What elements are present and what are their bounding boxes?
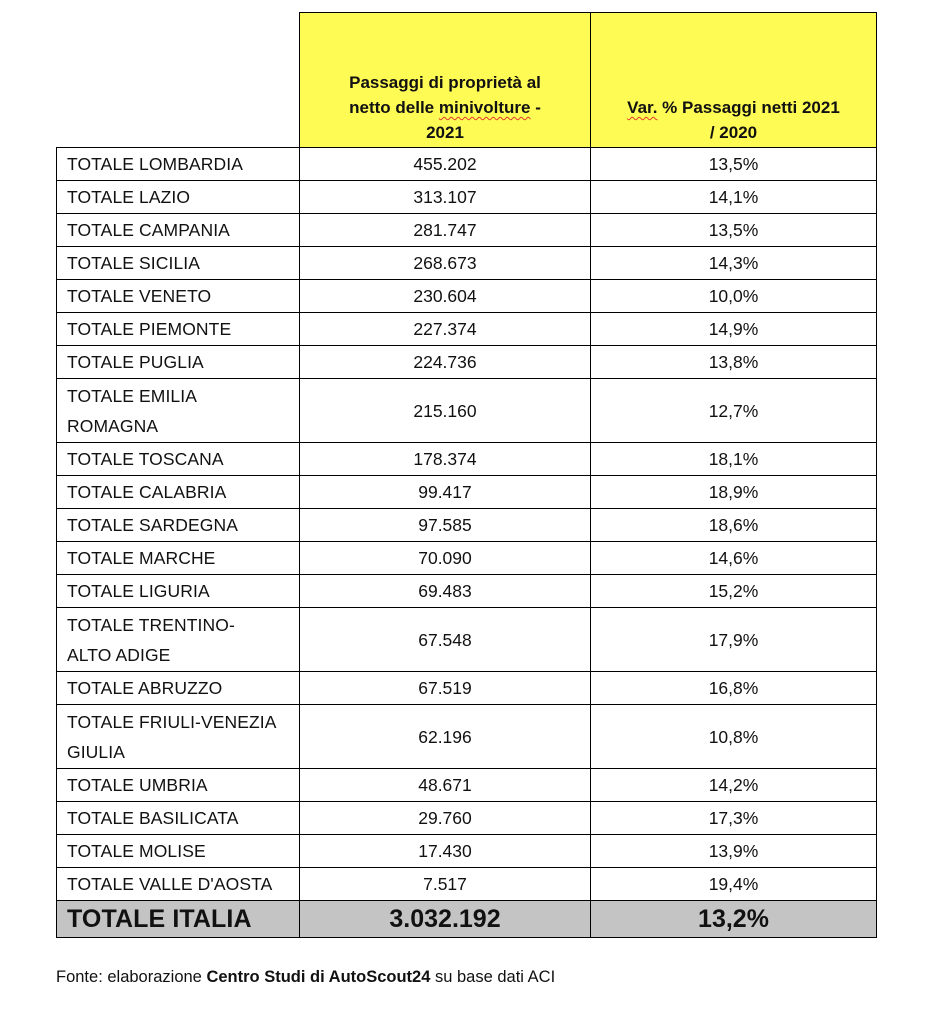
table-row: [57, 705, 877, 769]
table-row: [57, 346, 877, 379]
variation-value-cell: 18,1%: [591, 443, 877, 476]
region-name: TOTALE SICILIA: [67, 252, 201, 273]
table-row: [57, 247, 877, 280]
total-row: [57, 901, 877, 938]
region-name-cell: [57, 443, 300, 476]
table-row: [57, 443, 877, 476]
total-name-cell: TOTALE ITALIA: [57, 901, 300, 938]
transfers-value-cell: 17.430: [300, 835, 591, 868]
region-name-cell: [57, 280, 300, 313]
variation-value-cell: 13,9%: [591, 835, 877, 868]
transfers-value-cell: 99.417: [300, 476, 591, 509]
region-name: TOTALE PUGLIA: [67, 351, 204, 372]
transfers-value-cell: 70.090: [300, 542, 591, 575]
region-name: TOTALE CAMPANIA: [67, 219, 230, 240]
region-name: TOTALE ABRUZZO: [67, 677, 223, 698]
header-blank-cell: [57, 13, 300, 148]
table-row: [57, 835, 877, 868]
header-col3-line1: % Passaggi netti 2021: [657, 98, 840, 117]
region-name-cell: [57, 509, 300, 542]
region-name-cell: [57, 181, 300, 214]
region-name: TOTALE LIGURIA: [67, 580, 210, 601]
table-row: [57, 802, 877, 835]
table-row: [57, 608, 877, 672]
transfers-value-cell: 313.107: [300, 181, 591, 214]
variation-value-cell: 14,2%: [591, 769, 877, 802]
transfers-value-cell: 178.374: [300, 443, 591, 476]
header-col3-misspelled-word: Var.: [627, 98, 658, 117]
table-row: [57, 214, 877, 247]
region-name-cell: [57, 214, 300, 247]
region-name-cell: [57, 575, 300, 608]
transfers-value-cell: 67.519: [300, 672, 591, 705]
region-name: TOTALE TOSCANA: [67, 448, 224, 469]
region-name: TOTALE CALABRIA: [67, 481, 227, 502]
transfers-value-cell: 69.483: [300, 575, 591, 608]
region-name-cell: [57, 705, 300, 769]
transfers-value-cell: 7.517: [300, 868, 591, 901]
region-name-cell: [57, 802, 300, 835]
region-name-cell: [57, 476, 300, 509]
variation-value-cell: 10,8%: [591, 705, 877, 769]
table-row: [57, 280, 877, 313]
region-name: GIULIA: [67, 742, 125, 762]
table-row: [57, 672, 877, 705]
variation-value-cell: 14,1%: [591, 181, 877, 214]
variation-value-cell: 16,8%: [591, 672, 877, 705]
header-row: [57, 13, 877, 148]
variation-value-cell: 13,5%: [591, 214, 877, 247]
transfers-value-cell: 48.671: [300, 769, 591, 802]
region-name: TOTALE VALLE D'AOSTA: [67, 873, 273, 894]
transfers-value-cell: 224.736: [300, 346, 591, 379]
variation-value-cell: 17,9%: [591, 608, 877, 672]
transfers-value-cell: 215.160: [300, 379, 591, 443]
region-name-cell: [57, 542, 300, 575]
table-row: [57, 313, 877, 346]
table-row: [57, 769, 877, 802]
table-row: [57, 575, 877, 608]
transfers-value-cell: 455.202: [300, 148, 591, 181]
data-sheet: [56, 12, 876, 938]
region-name: TOTALE VENETO: [67, 285, 212, 306]
transfers-value-cell: 227.374: [300, 313, 591, 346]
transfers-value-cell: 29.760: [300, 802, 591, 835]
region-name: TOTALE FRIULI-VENEZIA: [67, 712, 277, 732]
header-col3-line2: / 2020: [709, 123, 758, 142]
region-name: TOTALE TRENTINO-: [67, 615, 235, 635]
table-row: [57, 148, 877, 181]
region-name: ROMAGNA: [67, 416, 159, 436]
region-name: TOTALE LOMBARDIA: [67, 153, 243, 174]
header-col2-misspelled-word: minivolture: [438, 98, 531, 117]
regional-transfers-table: [56, 12, 877, 938]
region-name-cell: [57, 769, 300, 802]
header-col2-line3: 2021: [426, 123, 464, 142]
region-name: TOTALE PIEMONTE: [67, 318, 232, 339]
transfers-value-cell: 281.747: [300, 214, 591, 247]
variation-value-cell: 12,7%: [591, 379, 877, 443]
header-transfers-2021: [300, 13, 591, 148]
header-col2-line2a: netto delle: [349, 98, 435, 117]
table-row: [57, 542, 877, 575]
total-variation-cell: 13,2%: [591, 901, 877, 938]
transfers-value-cell: 67.548: [300, 608, 591, 672]
region-name-cell: [57, 868, 300, 901]
region-name-cell: [57, 835, 300, 868]
source-brand: Centro Studi di AutoScout24: [206, 968, 431, 986]
region-name: TOTALE MARCHE: [67, 547, 216, 568]
region-name: TOTALE MOLISE: [67, 840, 206, 861]
region-name: TOTALE SARDEGNA: [67, 514, 239, 535]
table-row: [57, 509, 877, 542]
variation-value-cell: 10,0%: [591, 280, 877, 313]
source-note: [56, 968, 555, 987]
header-col2-line1: Passaggi di proprietà al: [349, 73, 541, 92]
variation-value-cell: 15,2%: [591, 575, 877, 608]
variation-value-cell: 17,3%: [591, 802, 877, 835]
region-name-cell: [57, 148, 300, 181]
transfers-value-cell: 62.196: [300, 705, 591, 769]
region-name-cell: [57, 379, 300, 443]
region-name-cell: [57, 247, 300, 280]
variation-value-cell: 14,9%: [591, 313, 877, 346]
table-row: [57, 181, 877, 214]
region-name-cell: [57, 672, 300, 705]
variation-value-cell: 13,5%: [591, 148, 877, 181]
transfers-value-cell: 230.604: [300, 280, 591, 313]
region-name: TOTALE BASILICATA: [67, 807, 239, 828]
table-row: [57, 476, 877, 509]
source-prefix: Fonte: elaborazione: [56, 968, 207, 986]
variation-value-cell: 14,6%: [591, 542, 877, 575]
variation-value-cell: 13,8%: [591, 346, 877, 379]
variation-value-cell: 14,3%: [591, 247, 877, 280]
table-row: [57, 868, 877, 901]
region-name: TOTALE EMILIA: [67, 386, 197, 406]
region-name-cell: [57, 346, 300, 379]
region-name-cell: [57, 608, 300, 672]
variation-value-cell: 18,6%: [591, 509, 877, 542]
header-col2-dash: -: [530, 98, 541, 117]
region-name-cell: [57, 313, 300, 346]
region-name: TOTALE UMBRIA: [67, 774, 208, 795]
transfers-value-cell: 268.673: [300, 247, 591, 280]
variation-value-cell: 19,4%: [591, 868, 877, 901]
source-suffix: su base dati ACI: [430, 968, 556, 986]
variation-value-cell: 18,9%: [591, 476, 877, 509]
region-name: ALTO ADIGE: [67, 645, 171, 665]
transfers-value-cell: 97.585: [300, 509, 591, 542]
table-row: [57, 379, 877, 443]
header-variation-2021-2020: [591, 13, 877, 148]
total-value-cell: 3.032.192: [300, 901, 591, 938]
region-name: TOTALE LAZIO: [67, 186, 191, 207]
